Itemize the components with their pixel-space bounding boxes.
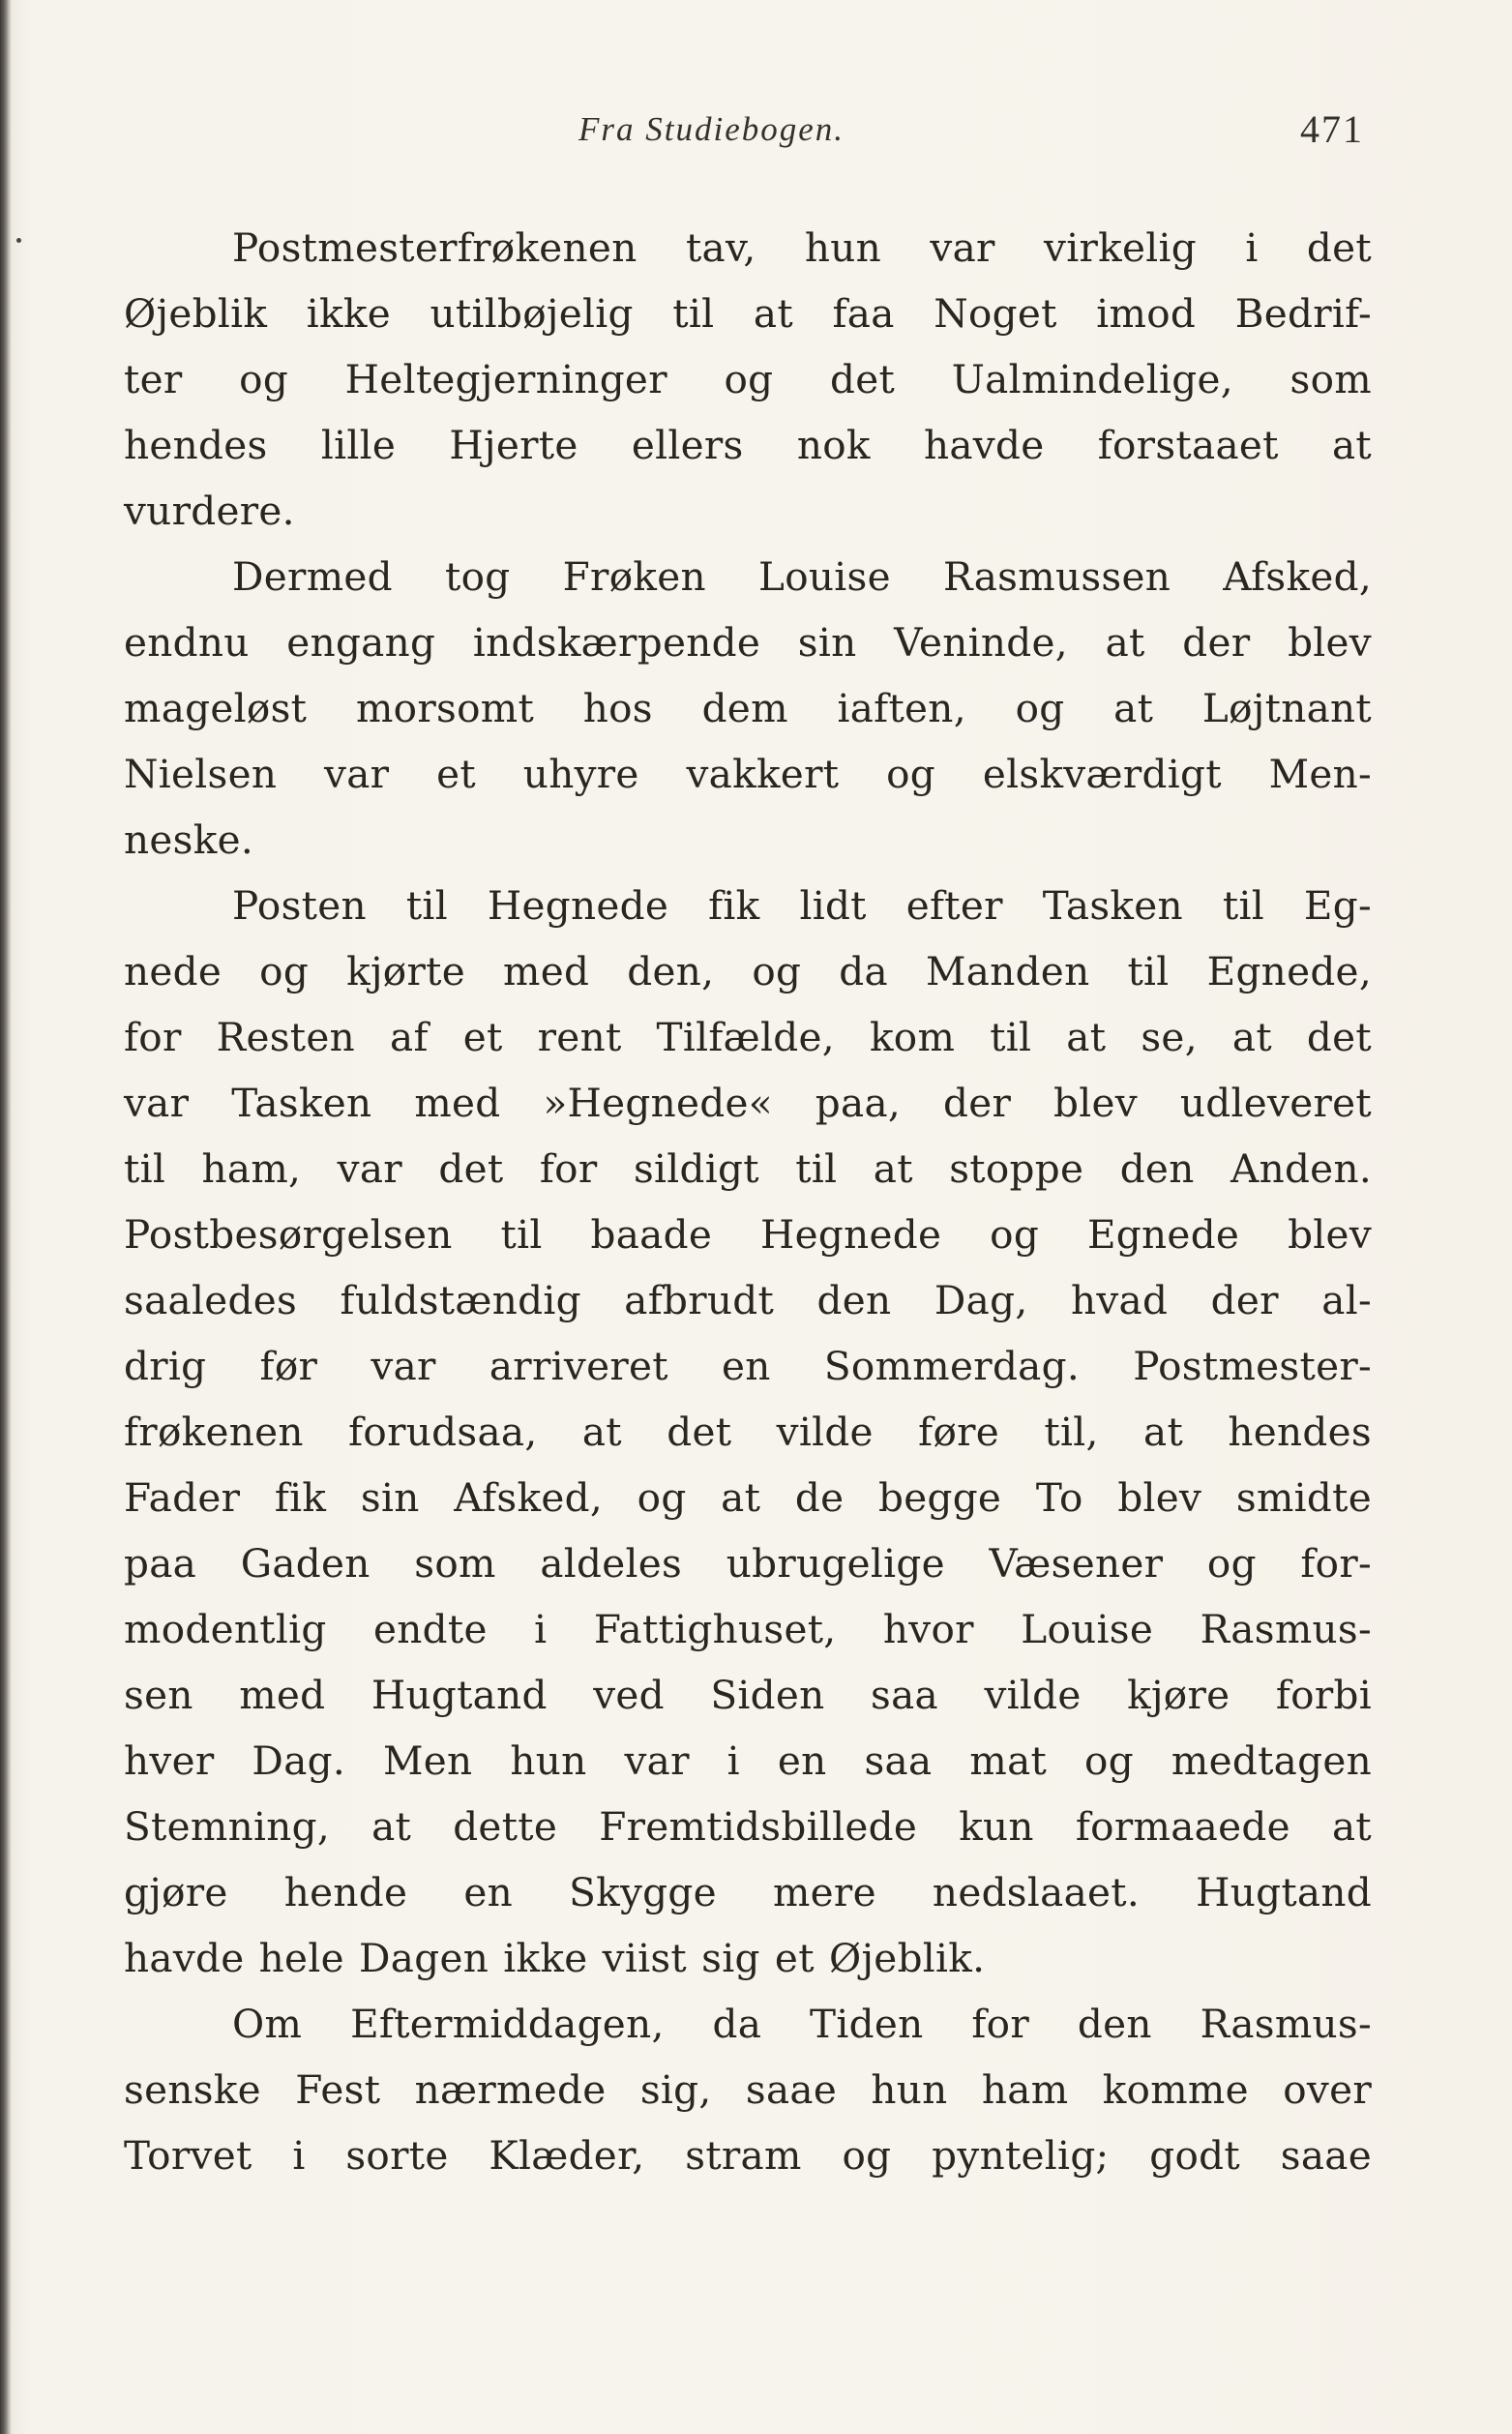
body-text: [124, 215, 1372, 2188]
page-header: [124, 97, 1372, 164]
text-line: nede og kjørte med den, og da Manden til Egnede,: [124, 948, 1372, 994]
margin-dot: [16, 238, 21, 243]
text-line: Øjeblik ikke utilbøjelig til at faa Noget imod Bedrif-: [124, 290, 1372, 337]
text-line: frøkenen forudsaa, at det vilde føre til, at hendes: [124, 1409, 1372, 1455]
text-line: Fader fik sin Afsked, og at de begge To blev smidte: [124, 1474, 1372, 1521]
text-line: Torvet i sorte Klæder, stram og pyntelig; godt saae: [124, 2132, 1372, 2179]
text-line: for Resten af et rent Tilfælde, kom til at se, at det: [124, 1014, 1372, 1060]
binding-edge: [0, 0, 12, 2434]
text-line: modentlig endte i Fattighuset, hvor Louise Rasmus-: [124, 1606, 1372, 1652]
text-line: endnu engang indskærpende sin Veninde, at der blev: [124, 619, 1372, 666]
text-line: Dermed tog Frøken Louise Rasmussen Afsked,: [232, 553, 1372, 600]
text-line: Posten til Hegnede fik lidt efter Tasken til Eg-: [232, 882, 1372, 929]
text-line: Postbesørgelsen til baade Hegnede og Egnede blev: [124, 1211, 1372, 1258]
text-line: sen med Hugtand ved Siden saa vilde kjøre forbi: [124, 1672, 1372, 1718]
text-line: paa Gaden som aldeles ubrugelige Væsener og for-: [124, 1540, 1372, 1587]
text-line: havde hele Dagen ikke viist sig et Øjeblik.: [124, 1935, 986, 1981]
text-line: Postmesterfrøkenen tav, hun var virkelig i det: [232, 224, 1372, 271]
text-line: Stemning, at dette Fremtidsbillede kun formaaede at: [124, 1803, 1372, 1850]
text-line: gjøre hende en Skygge mere nedslaaet. Hugtand: [124, 1869, 1372, 1915]
text-line: mageløst morsomt hos dem iaften, og at Løjtnant: [124, 685, 1372, 731]
text-line: senske Fest nærmede sig, saae hun ham komme over: [124, 2066, 1372, 2113]
text-line: drig før var arriveret en Sommerdag. Postmester-: [124, 1343, 1372, 1389]
text-line: saaledes fuldstændig afbrudt den Dag, hvad der al-: [124, 1277, 1372, 1323]
running-head: Fra Studiebogen.: [578, 110, 845, 148]
page-number: 471: [1300, 107, 1364, 151]
text-line: neske.: [124, 816, 254, 863]
text-line: hver Dag. Men hun var i en saa mat og medtagen: [124, 1737, 1372, 1784]
text-line: vurdere.: [124, 488, 295, 534]
text-line: ter og Heltegjerninger og det Ualmindelige, som: [124, 356, 1372, 402]
text-line: var Tasken med »Hegnede« paa, der blev udleveret: [124, 1080, 1372, 1126]
text-line: Nielsen var et uhyre vakkert og elskværdigt Men-: [124, 751, 1372, 797]
text-line: til ham, var det for sildigt til at stoppe den Anden.: [124, 1145, 1372, 1192]
text-line: hendes lille Hjerte ellers nok havde forstaaet at: [124, 422, 1372, 468]
text-line: Om Eftermiddagen, da Tiden for den Rasmus-: [232, 2001, 1372, 2047]
